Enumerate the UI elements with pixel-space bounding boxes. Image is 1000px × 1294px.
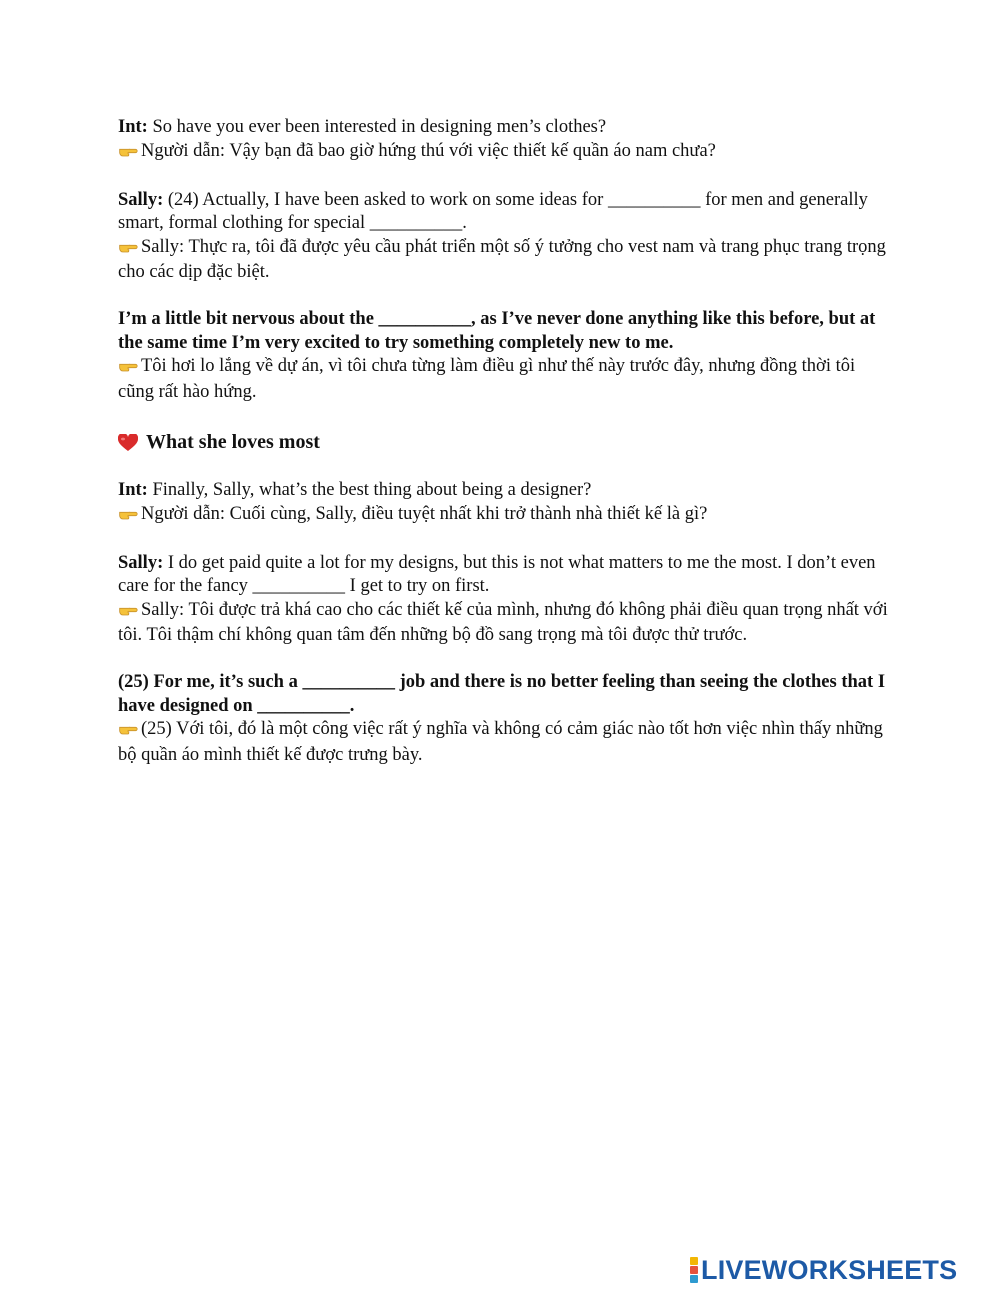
speaker-label: Sally: <box>118 552 164 573</box>
logo-block <box>690 1266 698 1274</box>
backhand-index-pointing-right-icon <box>118 601 138 625</box>
logo-block <box>690 1275 698 1283</box>
section-heading-text: What she loves most <box>146 430 320 453</box>
dialogue-line <box>118 116 888 140</box>
spacer <box>118 648 888 672</box>
text: (25) For me, it’s such a __________ job and there is no better feeling than seeing the clothes that I have designed on __________. <box>118 672 886 716</box>
backhand-index-pointing-right-icon <box>118 505 138 529</box>
section-heading <box>118 428 888 456</box>
text: Sally: Tôi được trả khá cao cho các thiết kế của mình, nhưng đó không phải điều quan trọng nhất với tôi. Tôi thậm chí không quan tâm đến những bộ đồ sang trọng mà tôi được thử trước. <box>118 599 888 645</box>
speaker-label: Sally: <box>118 189 164 210</box>
speaker-label: Int: <box>118 117 148 137</box>
text: Finally, Sally, what’s the best thing about being a designer? <box>147 480 592 500</box>
spacer <box>118 285 888 309</box>
liveworksheets-logo <box>690 1255 957 1285</box>
bold-statement <box>118 671 888 718</box>
spacer <box>118 404 888 428</box>
dialogue-line <box>118 479 888 503</box>
translation-line <box>118 140 888 166</box>
text: Sally: Thực ra, tôi đã được yêu cầu phát triển một số ý tưởng cho vest nam và trang phục trang trọng cho các dịp đặc biệt. <box>118 236 886 282</box>
text: Người dẫn: Cuối cùng, Sally, điều tuyệt nhất khi trở thành nhà thiết kế là gì? <box>141 503 708 524</box>
logo-block <box>690 1257 698 1265</box>
backhand-index-pointing-right-icon <box>118 238 138 262</box>
text: (25) Với tôi, đó là một công việc rất ý nghĩa và không có cảm giác nào tốt hơn việc nhìn thấy những bộ quần áo mình thiết kế được trưng bày. <box>118 719 883 765</box>
worksheet-content <box>118 116 888 767</box>
dialogue-line <box>118 189 888 236</box>
backhand-index-pointing-right-icon <box>118 357 138 381</box>
text: (24) Actually, I have been asked to work on some ideas for __________ for men and generally smart, formal clothing for special __________. <box>118 189 868 233</box>
dialogue-line <box>118 552 888 599</box>
text: Tôi hơi lo lắng về dự án, vì tôi chưa từng làm điều gì như thế này trước đây, nhưng đồng thời tôi cũng rất hào hứng. <box>118 356 856 402</box>
translation-line <box>118 503 888 529</box>
translation-line <box>118 718 888 767</box>
backhand-index-pointing-right-icon <box>118 720 138 744</box>
backhand-index-pointing-right-icon <box>118 142 138 166</box>
logo-blocks-icon <box>690 1257 698 1283</box>
bold-statement <box>118 308 888 355</box>
translation-line <box>118 355 888 404</box>
spacer <box>118 456 888 480</box>
speaker-label: Int: <box>118 480 148 500</box>
text: So have you ever been interested in designing men’s clothes? <box>147 117 607 137</box>
red-heart-icon <box>118 432 138 452</box>
text: I’m a little bit nervous about the __________, as I’ve never done anything like this before, but at the same time I’m very excited to try something completely new to me. <box>118 309 876 353</box>
spacer <box>118 528 888 552</box>
translation-line <box>118 599 888 648</box>
text: Người dẫn: Vậy bạn đã bao giờ hứng thú với việc thiết kế quần áo nam chưa? <box>141 140 716 161</box>
logo-text: LIVEWORKSHEETS <box>701 1254 958 1285</box>
text: I do get paid quite a lot for my designs, but this is not what matters to me the most. I don’t even care for the fancy __________ I get to try on first. <box>118 552 876 596</box>
translation-line <box>118 236 888 285</box>
spacer <box>118 165 888 189</box>
